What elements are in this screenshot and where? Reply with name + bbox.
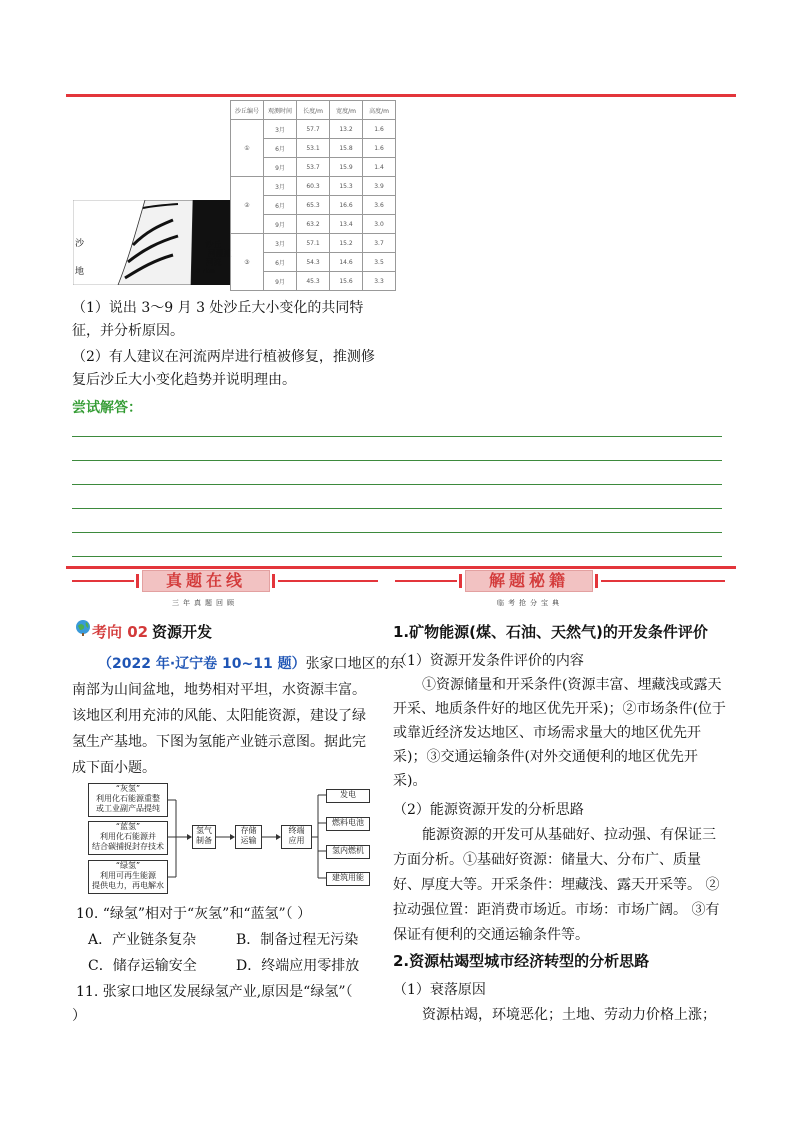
question-1-line2: 征，并分析原因。: [72, 323, 184, 339]
right-heading-1: 1.矿物能源(煤、石油、天然气)的开发条件评价: [393, 623, 708, 641]
option-10a: A．产业链条复杂: [88, 932, 197, 948]
right-banner-subtitle: 临考抢分宝典: [497, 599, 563, 607]
map-label-di: 地: [75, 267, 85, 277]
legend-item: 沙丘: [196, 240, 232, 249]
table-cell: 45.3: [297, 272, 330, 291]
flow-power: 发电: [326, 789, 370, 803]
question-10: 10. “绿氢”相对于“灰氢”和“蓝氢”（ ）: [76, 906, 312, 922]
map-legend: [196, 240, 232, 276]
right-para1-line3: 或靠近经济发达地区、市场需求量大的地区优先开: [393, 725, 701, 741]
legend-item: 河流: [196, 258, 232, 267]
table-header-row: [231, 101, 396, 120]
table-cell: 6月: [264, 196, 297, 215]
table-cell: 15.2: [330, 234, 363, 253]
source-tag: （2022 年·辽宁卷 10~11 题）: [98, 656, 306, 672]
table-cell: 65.3: [297, 196, 330, 215]
table-cell: ①: [231, 120, 264, 177]
answer-line: [72, 508, 722, 509]
table-cell: 57.1: [297, 234, 330, 253]
table-row: [231, 234, 396, 253]
table-cell: 6月: [264, 139, 297, 158]
table-cell: 15.8: [330, 139, 363, 158]
table-cell: 1.6: [363, 139, 396, 158]
intro-line3: 该地区利用充沛的风能、太阳能资源，建设了绿: [72, 708, 366, 724]
right-para1-line1: ①资源储量和开采条件(资源丰富、埋藏浅或露天: [422, 677, 722, 693]
globe-icon: [74, 618, 92, 640]
right-para3-line1: 资源枯竭，环境恶化；土地、劳动力价格上涨；: [422, 1007, 716, 1023]
flow-combustion-engine: 氢内燃机: [326, 845, 370, 859]
table-cell: 3.5: [363, 253, 396, 272]
hydrogen-chain-diagram: [88, 783, 380, 895]
table-cell: 3.3: [363, 272, 396, 291]
flow-blue-hydrogen: “蓝氢” 利用化石能源并 结合碳捕捉封存技术: [88, 821, 168, 855]
right-heading-2: 2.资源枯竭型城市经济转型的分析思路: [393, 952, 650, 970]
map-scale: 0 7km: [196, 268, 215, 275]
intro-line5: 成下面小题。: [72, 760, 156, 776]
answer-line: [72, 436, 722, 437]
flow-storage: 存储 运输: [235, 825, 262, 849]
left-banner: [72, 570, 382, 592]
table-cell: 15.6: [330, 272, 363, 291]
intro-line1: （2022 年·辽宁卷 10~11 题）张家口地区的东: [98, 656, 404, 672]
right-para1-line2: 开采、地质条件好的地区优先开采)；②市场条件(位于: [393, 701, 726, 717]
right-para2-line4: 拉动强位置：距消费市场近。市场：市场广阔。 ③有: [393, 902, 720, 918]
table-cell: 54.3: [297, 253, 330, 272]
table-cell: 3.0: [363, 215, 396, 234]
try-answer-label: 尝试解答：: [72, 400, 142, 416]
table-cell: ②: [231, 177, 264, 234]
question-11-line2: ）: [72, 1008, 86, 1024]
table-cell: 9月: [264, 158, 297, 177]
option-10c: C．储存运输安全: [88, 958, 197, 974]
table-header: 宽度/m: [330, 101, 363, 120]
right-banner: [395, 570, 725, 592]
table-cell: 15.3: [330, 177, 363, 196]
right-para2-line2: 方面分析。①基础好资源：储量大、分布广、质量: [393, 852, 701, 868]
table-cell: 9月: [264, 215, 297, 234]
table-cell: 16.6: [330, 196, 363, 215]
table-cell: 3月: [264, 177, 297, 196]
table-cell: 6月: [264, 253, 297, 272]
header-rule: [66, 94, 736, 97]
option-10b: B．制备过程无污染: [236, 932, 359, 948]
table-header: 观测时间: [264, 101, 297, 120]
table-cell: 60.3: [297, 177, 330, 196]
right-sub-1: （1）资源开发条件评价的内容: [393, 653, 584, 669]
table-cell: 57.7: [297, 120, 330, 139]
flow-production: 氢气 制备: [192, 825, 216, 849]
answer-line: [72, 484, 722, 485]
flow-grey-hydrogen: “灰氢” 利用化石能源重整 或工业副产品提纯: [88, 783, 168, 817]
table-cell: 15.9: [330, 158, 363, 177]
table-cell: 13.4: [330, 215, 363, 234]
answer-line: [72, 460, 722, 461]
flow-terminal: 终端 应用: [281, 825, 312, 849]
table-cell: ③: [231, 234, 264, 291]
table-cell: 14.6: [330, 253, 363, 272]
intro-line2: 南部为山间盆地，地势相对平坦，水资源丰富。: [72, 682, 366, 698]
legend-item: 河漫滩: [196, 249, 232, 258]
table-cell: 13.2: [330, 120, 363, 139]
table-cell: 1.4: [363, 158, 396, 177]
table-row: [231, 177, 396, 196]
table-cell: 3.9: [363, 177, 396, 196]
right-para2-line5: 保证有便利的交通运输条件等。: [393, 927, 589, 943]
right-para1-line5: 采)。: [393, 773, 427, 789]
map-label-sha: 沙: [75, 239, 85, 249]
table-cell: 3.6: [363, 196, 396, 215]
intro-line4: 氢生产基地。下图为氢能产业链示意图。据此完: [72, 734, 366, 750]
question-2-line2: 复后沙丘大小变化趋势并说明理由。: [72, 372, 296, 388]
right-para2-line3: 好、厚度大等。开采条件：埋藏浅、露天开采等。 ②: [393, 877, 720, 893]
question-11-line1: 11. 张家口地区发展绿氢产业,原因是“绿氢”（: [76, 984, 353, 1000]
option-10d: D．终端应用零排放: [236, 958, 360, 974]
kaoxiang-title: 资源开发: [152, 623, 213, 641]
table-cell: 53.1: [297, 139, 330, 158]
right-banner-title: 解题秘籍: [465, 570, 593, 592]
table-cell: 63.2: [297, 215, 330, 234]
table-header: 长度/m: [297, 101, 330, 120]
flow-fuel-cell: 燃料电池: [326, 817, 370, 831]
right-sub-3: （1）衰落原因: [393, 982, 486, 998]
table-cell: 3月: [264, 120, 297, 139]
table-header: 沙丘编号: [231, 101, 264, 120]
question-1-line1: （1）说出 3～9 月 3 处沙丘大小变化的共同特: [72, 300, 364, 316]
table-row: [231, 120, 396, 139]
table-cell: 3.7: [363, 234, 396, 253]
table-header: 高度/m: [363, 101, 396, 120]
flow-green-hydrogen: “绿氢” 利用可再生能源 提供电力，再电解水: [88, 860, 168, 894]
left-banner-title: 真题在线: [142, 570, 270, 592]
sand-dune-table: [230, 100, 396, 291]
section-rule: [66, 566, 736, 569]
question-2-line1: （2）有人建议在河流两岸进行植被修复，推测修: [72, 349, 375, 365]
right-para1-line4: 采)；③交通运输条件(对外交通便利的地区优先开: [393, 749, 698, 765]
answer-line: [72, 556, 722, 557]
answer-line: [72, 532, 722, 533]
table-cell: 9月: [264, 272, 297, 291]
table-cell: 53.7: [297, 158, 330, 177]
left-banner-subtitle: 三年真题回顾: [172, 599, 238, 607]
flow-building-energy: 建筑用能: [326, 872, 370, 886]
table-cell: 3月: [264, 234, 297, 253]
right-sub-2: （2）能源资源开发的分析思路: [393, 802, 584, 818]
right-para2-line1: 能源资源的开发可从基础好、拉动强、有保证三: [422, 827, 716, 843]
kaoxiang-label: 考向 02: [92, 623, 149, 641]
table-cell: 1.6: [363, 120, 396, 139]
